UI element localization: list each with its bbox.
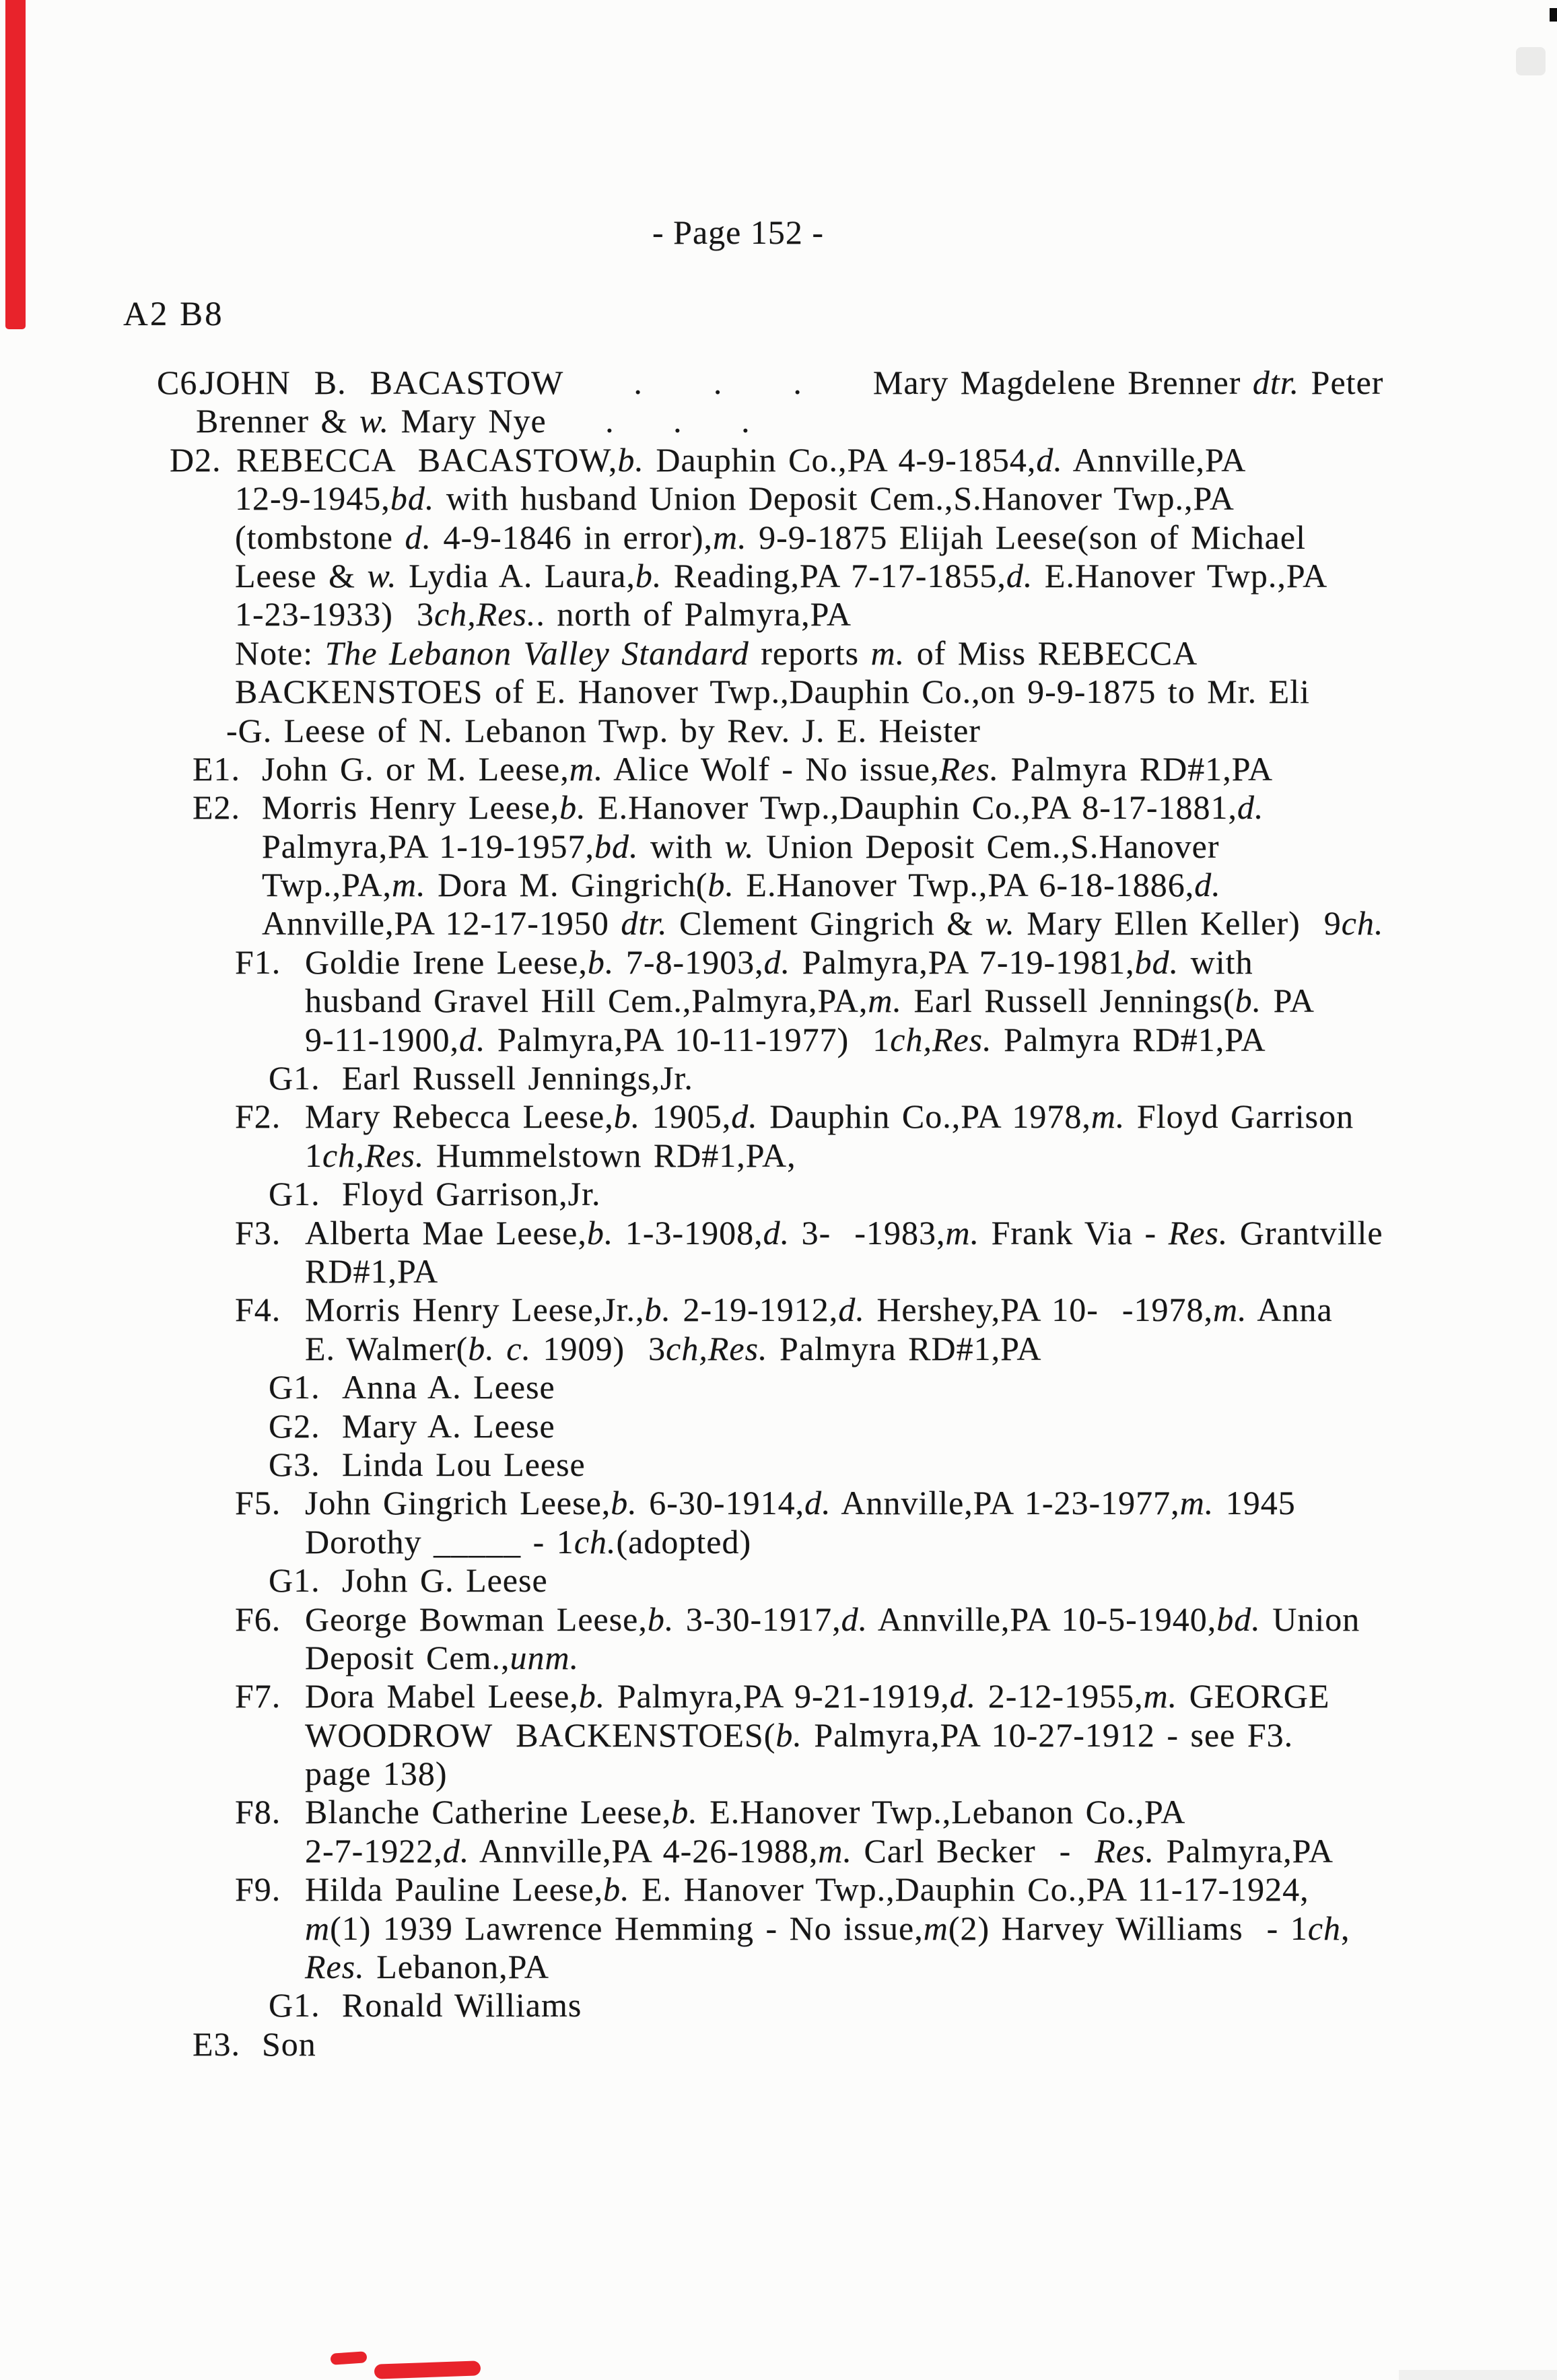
entry-text: b. — [578, 1677, 606, 1715]
entry-label: F1. — [235, 943, 281, 981]
entry-text: RD#1,PA — [305, 1252, 439, 1290]
genealogy-text — [0, 364, 1557, 2064]
entry-text: ch — [1307, 1909, 1342, 1947]
entry-label: E2. — [193, 788, 241, 827]
bottom-gray-strip — [1399, 2370, 1557, 2380]
entry-line — [0, 1755, 1557, 1793]
entry-text: m. — [1143, 1677, 1178, 1715]
entry-label: F3. — [235, 1213, 281, 1252]
entry-line — [0, 634, 1557, 673]
entry-text: 3-30-1917, — [674, 1600, 841, 1638]
entry-text: (tombstone — [235, 518, 405, 556]
entry-text: Dorothy _____ - 1 — [305, 1522, 574, 1561]
entry-text: E.Hanover Twp.,Dauphin Co.,PA 8-17-1881, — [586, 788, 1237, 827]
entry-text: bd. — [1216, 1600, 1261, 1638]
entry-line — [0, 1252, 1557, 1291]
entry-text: b. — [671, 1793, 698, 1831]
entry-text: ch. — [574, 1522, 617, 1561]
entry-text: Reading,PA 7-17-1855, — [662, 556, 1006, 594]
entry-text: 6-30-1914, — [637, 1484, 805, 1522]
entry-text: reports — [749, 634, 871, 672]
entry-line — [0, 1600, 1557, 1639]
entry-text: m. — [1091, 1097, 1126, 1136]
entry-text: Earl Russell Jennings,Jr. — [342, 1059, 693, 1097]
entry-text: 7-8-1903, — [614, 943, 764, 981]
entry-text: The Lebanon Valley Standard — [324, 634, 749, 672]
red-stripe-mark — [5, 0, 26, 329]
entry-line — [0, 1407, 1557, 1446]
entry-text: b. — [603, 1870, 630, 1909]
entry-text: Blanche Catherine Leese, — [305, 1793, 672, 1831]
entry-label: F4. — [235, 1291, 281, 1329]
entry-line — [0, 904, 1557, 943]
red-dash-mark-2 — [374, 2360, 481, 2379]
entry-line — [0, 402, 1557, 440]
entry-label: F5. — [235, 1484, 281, 1522]
entry-line — [0, 1523, 1557, 1561]
entry-text: ch,Res. — [666, 1329, 768, 1367]
entry-line — [0, 1870, 1557, 1909]
entry-text: ch,Res. — [890, 1020, 992, 1058]
entry-line — [0, 364, 1557, 402]
entry-line — [0, 1059, 1557, 1097]
entry-line — [0, 1097, 1557, 1136]
entry-text: Palmyra,PA — [1154, 1831, 1334, 1870]
corner-black-mark — [1550, 8, 1557, 22]
entry-text: Union — [1260, 1600, 1360, 1638]
entry-text: b. — [617, 440, 644, 479]
entry-line — [0, 479, 1557, 518]
entry-line — [0, 712, 1557, 750]
entry-text: Union Deposit Cem.,S.Hanover — [754, 827, 1220, 865]
entry-text: w. — [367, 556, 397, 594]
entry-label: F9. — [235, 1870, 281, 1909]
entry-line — [0, 441, 1557, 479]
entry-text: d. — [1237, 788, 1264, 827]
entry-label: G1. — [269, 1561, 320, 1600]
entry-line — [0, 1291, 1557, 1329]
entry-text: Son — [262, 2025, 316, 2063]
entry-line — [0, 1561, 1557, 1600]
entry-text: 4-9-1846 in error), — [431, 518, 713, 556]
entry-text: Mary Rebecca Leese, — [305, 1097, 614, 1136]
entry-text: -G. Leese of N. Lebanon Twp. by Rev. J. E. Heister — [226, 711, 981, 749]
entry-text: d. — [841, 1600, 868, 1638]
entry-text: Ronald Williams — [342, 1986, 582, 2025]
entry-text: Palmyra,PA 9-21-1919, — [605, 1677, 950, 1715]
entry-line — [0, 557, 1557, 595]
entry-text: of Miss REBECCA — [905, 634, 1198, 672]
entry-line — [0, 866, 1557, 904]
entry-line — [0, 673, 1557, 711]
entry-text: b. — [644, 1291, 671, 1329]
entry-text: Mary Nye . . . — [389, 402, 751, 440]
entry-text: b. — [611, 1484, 637, 1522]
entry-text: Grantville — [1228, 1213, 1383, 1252]
entry-line — [0, 1832, 1557, 1870]
entry-text: Hilda Pauline Leese, — [305, 1870, 604, 1909]
entry-text: Dauphin Co.,PA 4-9-1854, — [644, 440, 1037, 479]
entry-text: Brenner & — [196, 402, 359, 440]
entry-text: Note: — [235, 634, 325, 672]
entry-text: Dora M. Gingrich( — [425, 866, 708, 904]
entry-text: ch. — [1341, 904, 1384, 943]
entry-text: m. — [818, 1831, 853, 1870]
entry-label: F2. — [235, 1097, 281, 1136]
entry-line — [0, 2025, 1557, 2064]
entry-text: PA — [1261, 982, 1315, 1020]
entry-text: Res. — [1095, 1831, 1155, 1870]
entry-label: F8. — [235, 1793, 281, 1831]
entry-label: G1. — [269, 1986, 320, 2025]
entry-label: E1. — [193, 749, 241, 788]
entry-text: Earl Russell Jennings( — [901, 982, 1235, 1020]
entry-text: (adopted) — [616, 1522, 752, 1561]
entry-text: m. — [712, 518, 747, 556]
entry-text: Peter — [1299, 364, 1384, 401]
entry-text: Goldie Irene Leese, — [305, 943, 588, 981]
entry-text: b. — [586, 1213, 614, 1252]
entry-text: Palmyra,PA 1-19-1957, — [262, 827, 594, 865]
entry-text: Deposit Cem., — [305, 1638, 510, 1676]
entry-text: m. — [569, 749, 604, 788]
entry-text: Palmyra RD#1,PA — [999, 749, 1274, 788]
entry-text: 2-12-1955, — [976, 1677, 1144, 1715]
entry-label: G1. — [269, 1059, 320, 1097]
entry-line — [0, 1986, 1557, 2025]
entry-text: m. — [392, 866, 426, 904]
entry-text: bd. — [594, 827, 639, 865]
entry-label: C6. — [157, 364, 207, 401]
entry-text: d. — [763, 1213, 790, 1252]
entry-text: John Gingrich Leese, — [305, 1484, 611, 1522]
entry-text: Annville,PA — [1062, 440, 1247, 479]
entry-text: Palmyra RD#1,PA — [767, 1329, 1042, 1367]
entry-text: b. — [635, 556, 662, 594]
entry-text: husband Gravel Hill Cem.,Palmyra,PA, — [305, 982, 868, 1020]
entry-text: Morris Henry Leese,Jr., — [305, 1291, 645, 1329]
entry-text: d. — [838, 1291, 865, 1329]
entry-line — [0, 827, 1557, 866]
entry-text: with — [638, 827, 725, 865]
entry-text: w. — [985, 904, 1015, 943]
entry-text: 3- -1983, — [790, 1213, 946, 1252]
entry-text: 1 — [305, 1136, 322, 1174]
entry-text: E. Hanover Twp.,Dauphin Co.,PA 11-17-1924, — [629, 1870, 1309, 1909]
entry-text: b. — [613, 1097, 641, 1136]
entry-text: m — [923, 1909, 948, 1947]
entry-text: b. — [707, 866, 734, 904]
entry-text: bd. — [1134, 943, 1179, 981]
entry-text: Hummelstown RD#1,PA, — [424, 1136, 796, 1174]
entry-text: 1909) 3 — [531, 1329, 666, 1367]
entry-text: Res. — [1168, 1213, 1229, 1252]
entry-label: D2. — [170, 440, 221, 479]
entry-text: d. — [763, 943, 791, 981]
entry-text: m. — [945, 1213, 980, 1252]
entry-label: G3. — [269, 1445, 320, 1483]
entry-text: Annville,PA 4-26-1988, — [469, 1831, 819, 1870]
entry-text: 1-23-1933) 3 — [235, 595, 434, 634]
entry-text: George Bowman Leese, — [305, 1600, 648, 1638]
entry-text: John G. Leese — [342, 1561, 548, 1600]
entry-text: (1) 1939 Lawrence Hemming - No issue, — [330, 1909, 924, 1947]
entry-text: REBECCA BACASTOW, — [236, 440, 618, 479]
entry-text: Lebanon,PA — [364, 1948, 549, 1986]
entry-line — [0, 943, 1557, 982]
entry-text: Palmyra,PA 7-19-1981, — [790, 943, 1135, 981]
entry-label: F7. — [235, 1677, 281, 1715]
entry-text: Floyd Garrison — [1125, 1097, 1354, 1136]
entry-text: w. — [724, 827, 755, 865]
entry-text: Anna A. Leese — [342, 1368, 555, 1406]
entry-line — [0, 1677, 1557, 1715]
entry-line — [0, 1716, 1557, 1755]
entry-label: G2. — [269, 1406, 320, 1445]
entry-line — [0, 1909, 1557, 1948]
entry-text: 9-9-1875 Elijah Leese(son of Michael — [747, 518, 1306, 556]
entry-text: 1945 — [1214, 1484, 1296, 1522]
entry-text: Annville,PA 10-5-1940, — [868, 1600, 1217, 1638]
section-code: A2 B8 — [123, 296, 224, 333]
entry-text: unm. — [510, 1638, 580, 1676]
entry-text: 2-19-1912, — [671, 1291, 839, 1329]
entry-text: with husband Union Deposit Cem.,S.Hanover Twp.,PA — [434, 479, 1235, 518]
entry-text: Mary Ellen Keller) 9 — [1014, 904, 1342, 943]
entry-text: m. — [868, 982, 902, 1020]
entry-text: John G. or M. Leese, — [262, 749, 569, 788]
entry-line — [0, 1175, 1557, 1213]
entry-label: E3. — [193, 2025, 241, 2063]
entry-text: b. — [647, 1600, 674, 1638]
entry-text: E. Walmer( — [305, 1329, 469, 1367]
entry-text: E.Hanover Twp.,PA — [1033, 556, 1328, 594]
entry-text: E.Hanover Twp.,Lebanon Co.,PA — [697, 1793, 1186, 1831]
entry-text: BACKENSTOES of E. Hanover Twp.,Dauphin Co.,on 9-9-1875 to Mr. Eli — [235, 673, 1310, 711]
entry-text: ch,Res. — [322, 1136, 425, 1174]
entry-text: Dauphin Co.,PA 1978, — [757, 1097, 1091, 1136]
entry-text: d. — [1006, 556, 1033, 594]
entry-text: Anna — [1247, 1291, 1333, 1329]
entry-text: Dora Mabel Leese, — [305, 1677, 579, 1715]
entry-text: Carl Becker - — [852, 1831, 1095, 1870]
entry-text: Floyd Garrison,Jr. — [342, 1175, 601, 1213]
entry-text: Morris Henry Leese, — [262, 788, 560, 827]
entry-text: 2-7-1922, — [305, 1831, 443, 1870]
entry-text: Lydia A. Laura, — [396, 556, 635, 594]
entry-line — [0, 1948, 1557, 1986]
entry-text: d. — [405, 518, 431, 556]
entry-text: m. — [1179, 1484, 1214, 1522]
entry-text: Frank Via - — [979, 1213, 1169, 1252]
entry-text: Alberta Mae Leese, — [305, 1213, 587, 1252]
entry-line — [0, 1021, 1557, 1059]
entry-text: Annville,PA 12-17-1950 — [262, 904, 621, 943]
entry-text: m. — [870, 634, 905, 672]
entry-text: Clement Gingrich & — [667, 904, 985, 943]
entry-text: page 138) — [305, 1755, 448, 1793]
entry-line — [0, 1793, 1557, 1831]
corner-gray-smudge — [1516, 47, 1546, 75]
entry-text: Annville,PA 1-23-1977, — [831, 1484, 1180, 1522]
entry-text: Palmyra,PA 10-27-1912 - see F3. — [802, 1715, 1294, 1754]
entry-text: 9-11-1900, — [305, 1020, 459, 1058]
entry-text: E.Hanover Twp.,PA 6-18-1886, — [734, 866, 1195, 904]
entry-text: d. — [949, 1677, 977, 1715]
entry-text: b. — [587, 943, 615, 981]
entry-line — [0, 1136, 1557, 1175]
entry-line — [0, 1368, 1557, 1406]
entry-text: bd. — [390, 479, 435, 518]
entry-text: Res. — [305, 1948, 365, 1986]
entry-text: Linda Lou Leese — [342, 1445, 586, 1483]
entry-line — [0, 1330, 1557, 1368]
entry-text: 1-3-1908, — [613, 1213, 763, 1252]
entry-text: m. — [1213, 1291, 1247, 1329]
entry-text: Palmyra RD#1,PA — [992, 1020, 1266, 1058]
entry-line — [0, 518, 1557, 557]
entry-line — [0, 788, 1557, 827]
entry-line — [0, 1484, 1557, 1522]
entry-text: with — [1179, 943, 1253, 981]
entry-text: 12-9-1945, — [235, 479, 390, 518]
entry-text: 1905, — [640, 1097, 732, 1136]
entry-line — [0, 982, 1557, 1020]
entry-label: G1. — [269, 1368, 320, 1406]
entry-text: Res. — [939, 749, 1000, 788]
entry-text: d. — [442, 1831, 470, 1870]
entry-text: d. — [731, 1097, 758, 1136]
entry-text: m — [305, 1909, 331, 1947]
entry-label: G1. — [269, 1175, 320, 1213]
entry-line — [0, 750, 1557, 788]
entry-text: b. — [775, 1715, 802, 1754]
entry-text: ch,Res. — [434, 595, 537, 634]
entry-text: Mary A. Leese — [342, 1406, 555, 1445]
entry-text: , — [1341, 1909, 1350, 1947]
entry-text: dtr. — [1252, 364, 1300, 401]
entry-line — [0, 1639, 1557, 1677]
entry-text: Hershey,PA 10- -1978, — [864, 1291, 1214, 1329]
entry-text: d. — [804, 1484, 831, 1522]
entry-text: WOODROW BACKENSTOES( — [305, 1715, 776, 1754]
entry-text: Alice Wolf - No issue, — [603, 749, 940, 788]
entry-text: b. c. — [468, 1329, 531, 1367]
entry-text: d. — [1036, 440, 1063, 479]
red-dash-mark-1 — [330, 2351, 367, 2365]
entry-text: d. — [1194, 866, 1221, 904]
entry-text: w. — [359, 402, 390, 440]
entry-text: GEORGE — [1177, 1677, 1330, 1715]
entry-label: F6. — [235, 1600, 281, 1638]
entry-text: Palmyra,PA 10-11-1977) 1 — [485, 1020, 891, 1058]
entry-text: b. — [559, 788, 586, 827]
entry-line — [0, 1214, 1557, 1252]
entry-text: . north of Palmyra,PA — [536, 595, 852, 634]
entry-text: (2) Harvey Williams - 1 — [948, 1909, 1308, 1947]
entry-text: Twp.,PA, — [262, 866, 392, 904]
entry-line — [0, 595, 1557, 634]
page-number: - Page 152 - — [652, 213, 824, 251]
entry-text: d. — [458, 1020, 486, 1058]
entry-text: dtr. — [621, 904, 668, 943]
entry-text: b. — [1235, 982, 1262, 1020]
entry-line — [0, 1446, 1557, 1484]
entry-text: Leese & — [235, 556, 368, 594]
entry-text: JOHN B. BACASTOW . . . Mary Magdelene Brenner — [202, 364, 1253, 401]
